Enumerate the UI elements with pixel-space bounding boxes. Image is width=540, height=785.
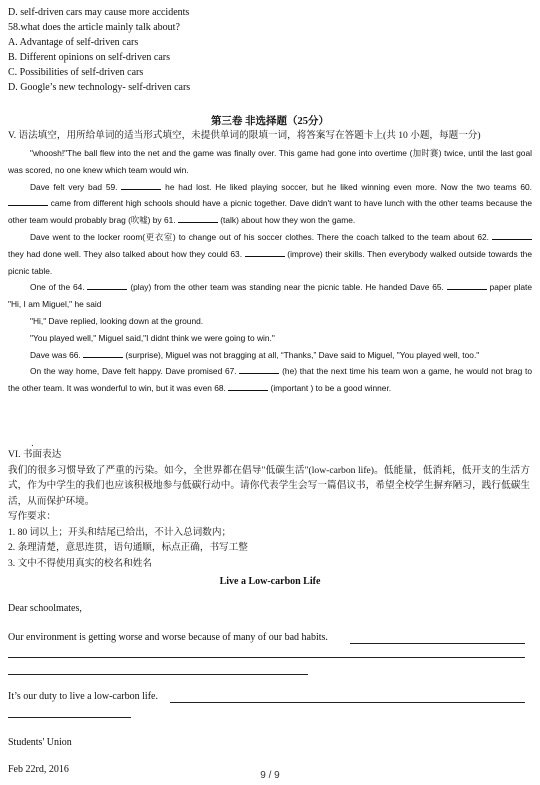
blank-63 [245,248,285,257]
writing-line [170,702,525,703]
cloze-passage [8,145,532,397]
passage-paragraph-7 [8,347,532,364]
passage-text: One of the 64. [30,282,88,293]
blank-64 [87,281,127,290]
writing-line [8,717,131,718]
blank-60 [8,197,48,206]
passage-paragraph-1: "whoosh!"The ball flew into the net and the game was finally over. This game had gone into overtime (加时赛) twice, until the last goal was scored, no one knew which team would win. [8,148,532,175]
letter-signature: Students' Union [8,737,72,748]
passage-text: (surprise), Miguel was not bragging at all, “Thanks,” Dave said to Miguel, "You played well, too." [123,349,480,360]
part3-title: 第三卷 非选择题（25分） [210,116,330,127]
passage-text: came from different high schools should have a picnic together. Dave didn't want to have lunch with the other teams because the other team would probably brag (吹嘘) by 61. [8,198,532,226]
blank-62 [492,231,532,240]
passage-paragraph-6: "You played well," Miguel said,"I didnt think we were going to win." [30,332,275,343]
section5-heading: V. 语法填空，用所给单词的适当形式填空，未提供单词的限填一词，将答案写在答题卡上(共 10 小题，每题一分) [8,130,481,141]
blank-68 [228,382,268,391]
requirement-1: 1. 80 词以上；开头和结尾已给出，不计入总词数内； [8,526,232,538]
blank-65 [447,281,487,290]
passage-text: Dave felt very bad 59. [30,181,122,192]
passage-paragraph-8 [8,363,532,397]
writing-line [8,657,525,658]
passage-paragraph-5: "Hi," Dave replied, looking down at the ground. [30,315,204,326]
blank-59 [121,181,161,190]
option-58-d: D. Google’s new technology- self-driven cars [8,82,191,93]
letter-duty: It’s our duty to live a low-carbon life. [8,691,158,702]
blank-61 [178,214,218,223]
passage-text: Dave was 66. [30,349,84,360]
option-58-b: B. Different opinions on self-driven cars [8,52,170,63]
passage-paragraph-2 [8,179,532,229]
passage-paragraph-4 [8,279,532,313]
requirement-2: 2. 条理清楚，意思连贯，语句通顺，标点正确，书写工整 [8,542,248,553]
stray-dot: . [31,438,34,449]
letter-date: Feb 22rd, 2016 [8,764,69,775]
question-block [8,5,528,95]
passage-text: (talk) about how they won the game. [217,215,356,226]
passage-paragraph-3 [8,229,532,279]
section6-intro: 我们的很多习惯导致了严重的污染。如今，全世界都在倡导"低碳生活"(low-carbon life)。低能量，低消耗，低开支的生活方式，作为中学生的我们也应该积极地参与低碳行动中。请你代表学生会写一篇倡议书，希望全校学生摒弃陋习，践行低碳生活，从而保护环境。 [8,464,530,507]
passage-text: (play) from the other team was standing near the picnic table. He handed Dave 65. [127,282,447,293]
passage-text: (he) that the next time his team won a game, he would not brag to the other team. It was wonderful to win, but it was even 68. [8,366,532,394]
question-58-stem: 58.what does the article mainly talk about? [8,22,180,33]
letter-greeting: Dear schoolmates, [8,603,82,614]
passage-text: paper plate "Hi, I am Miguel," he said [8,282,532,310]
passage-text: Dave went to the locker room(更衣室) to change out of his soccer clothes. There the coach talked to the team about 62. [30,231,492,242]
passage-text: (important ) to be a good winner. [268,383,392,394]
essay-title: Live a Low-carbon Life [219,576,321,587]
writing-line [350,643,525,644]
passage-text: they had done well. They also talked about how they could 63. [8,248,245,259]
passage-text: he had lost. He liked playing soccer, but he liked winning even more. Now the two teams 60. [161,181,533,192]
page-number: 9 / 9 [260,770,280,781]
section6-writing [8,447,530,571]
passage-text: On the way home, Dave felt happy. Dave promised 67. [30,366,240,377]
writing-line [8,674,308,675]
blank-67 [239,365,279,374]
option-57-d: D. self-driven cars may cause more accidents [8,7,190,18]
letter-opening: Our environment is getting worse and worse because of many of our bad habits. [8,632,328,643]
blank-66 [83,349,123,358]
passage-text: (improve) their skills. Then everybody walked outside towards the picnic table. [8,248,532,276]
option-58-a: A. Advantage of self-driven cars [8,37,139,48]
section6-heading: VI. 书面表达 [8,449,62,460]
requirements-title: 写作要求： [8,511,56,522]
requirement-3: 3. 文中不得使用真实的校名和姓名 [8,557,152,569]
option-58-c: C. Possibilities of self-driven cars [8,67,144,78]
